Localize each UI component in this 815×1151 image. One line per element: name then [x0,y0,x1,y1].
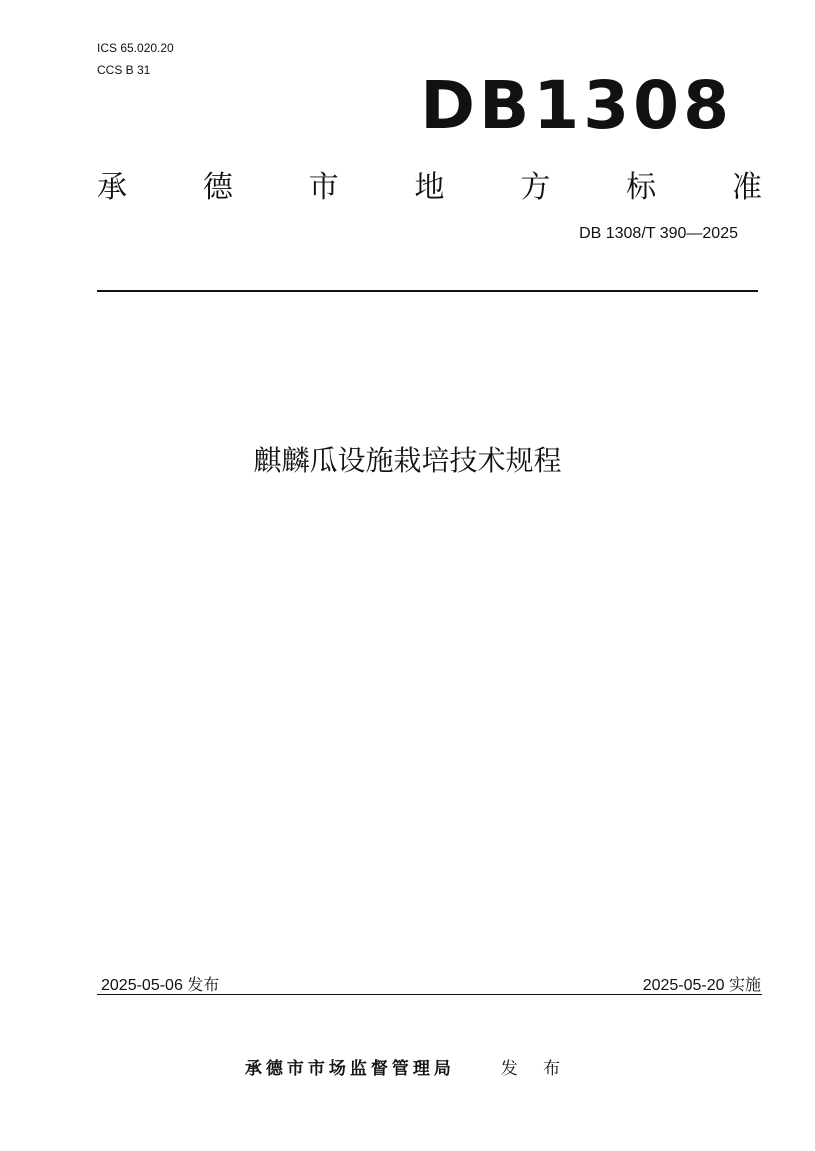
implementation-date: 2025-05-20 实施 [642,977,761,994]
standard-type-heading [97,170,762,206]
standard-type-char: 准 [731,170,762,205]
document-title: 麒麟瓜设施栽培技术规程 [253,444,562,477]
issuing-authority: 承德市市场监督管理局 [244,1059,455,1079]
standard-type-char: 市 [308,170,339,205]
ics-code: ICS 65.020.20 [97,41,174,55]
standard-type-char: 标 [626,170,657,205]
standard-code-mark: DB1308 [420,67,733,144]
standard-type-char: 方 [520,170,551,205]
standard-type-char: 地 [414,170,445,205]
issuer-line [0,1057,815,1081]
ccs-code: CCS B 31 [97,63,151,77]
standard-type-char: 德 [202,170,233,205]
standard-number: DB 1308/T 390—2025 [579,225,738,242]
footer-divider [97,994,762,995]
issue-label: 发 布 [500,1059,571,1079]
release-date: 2025-05-06 发布 [101,977,220,994]
header-divider [97,290,758,292]
standard-type-char: 承 [97,170,127,205]
